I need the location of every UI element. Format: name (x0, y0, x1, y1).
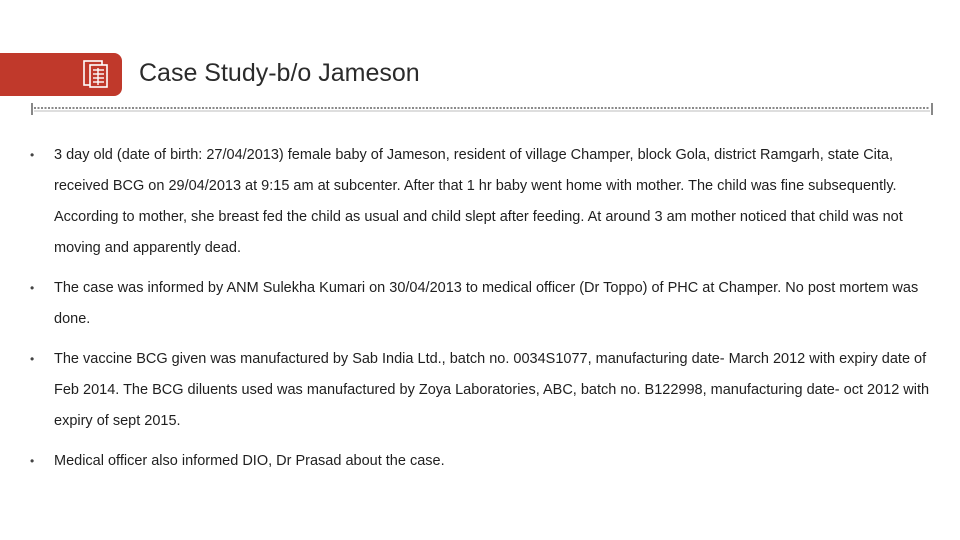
bullet-case-history: • 3 day old (date of birth: 27/04/2013) female baby of Jameson, resident of village Champer, block Gola, district Ramgarh, state Cita, received BCG on 29/04/2013 at 9:15 am at subcenter. After that 1 hr baby went home with mother. The child was fine subsequently. According to mother, she breast fed the child as usual and child slept after feeding. At around 3 am mother noticed that child was not moving and apparently dead. (30, 140, 930, 264)
document-grid-icon (83, 59, 109, 89)
bullet-case-reporting: • The case was informed by ANM Sulekha Kumari on 30/04/2013 to medical officer (Dr Toppo) of PHC at Champer. No post mortem was done. (30, 273, 930, 335)
bullet-dio-informed: • Medical officer also informed DIO, Dr Prasad about the case. (30, 446, 930, 477)
title-divider (30, 101, 934, 117)
page-title: Case Study-b/o Jameson (139, 59, 420, 87)
bullet-vaccine-details: • The vaccine BCG given was manufactured by Sab India Ltd., batch no. 0034S1077, manufacturing date- March 2012 with expiry date of Feb 2014. The BCG diluents used was manufactured by Zoya Laboratories, ABC, batch no. B122998, manufacturing date- oct 2012 with expiry of sept 2015. (30, 344, 930, 437)
bullet-list (30, 140, 930, 486)
